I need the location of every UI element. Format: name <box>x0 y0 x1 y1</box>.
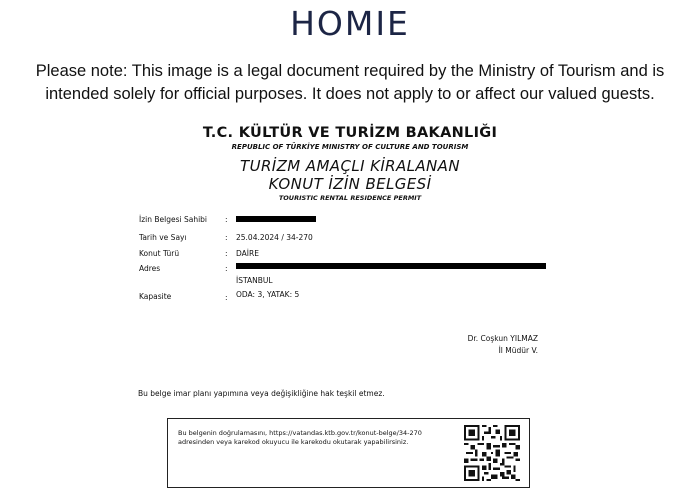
ministry-title: T.C. KÜLTÜR VE TURİZM BAKANLIĞI <box>202 125 498 141</box>
address-label: Adres <box>139 264 161 273</box>
type-label: Konut Türü <box>139 249 180 258</box>
permit-title <box>200 157 500 193</box>
zoning-statement: Bu belge imar planı yapımına veya değişikliğine hak teşkil etmez. <box>138 389 385 398</box>
type-value: DAİRE <box>236 249 259 258</box>
date-colon: : <box>225 233 228 242</box>
qr-code <box>464 425 520 481</box>
holder-redaction <box>236 216 316 222</box>
legal-notice: Please note: This image is a legal document required by the Ministry of Tourism and is intended solely for official purposes. It does not apply to or affect our valued guests. <box>35 62 665 103</box>
verification-text: Bu belgenin doğrulamasını, https://vatandas.ktb.gov.tr/konut-belge/34-270 adresinden veya karekod okuyucu ile karekodu okutarak yapabilirsiniz. <box>178 429 422 446</box>
signatory-name: Dr. Coşkun YILMAZ <box>467 334 538 343</box>
signatory-title: İl Müdür V. <box>498 346 538 355</box>
capacity-value: ODA: 3, YATAK: 5 <box>236 290 300 299</box>
type-colon: : <box>225 249 228 258</box>
capacity-colon: : <box>225 293 228 302</box>
brand-logo-text: HOMIE <box>290 4 410 43</box>
address-colon: : <box>225 264 228 273</box>
permit-title-en: TOURISTIC RENTAL RESIDENCE PERMIT <box>278 194 422 202</box>
date-value: 25.04.2024 / 34-270 <box>236 233 313 242</box>
holder-colon: : <box>225 215 228 224</box>
capacity-label: Kapasite <box>139 292 172 301</box>
permit-title-line2: KONUT İZİN BELGESİ <box>268 175 432 193</box>
ministry-title-en: REPUBLIC OF TÜRKİYE MINISTRY OF CULTURE AND TOURISM <box>231 143 469 151</box>
address-city: İSTANBUL <box>236 276 273 285</box>
permit-title-line1: TURİZM AMAÇLI KİRALANAN <box>240 157 460 175</box>
verification-box <box>167 418 530 488</box>
holder-label: İzin Belgesi Sahibi <box>139 215 208 224</box>
address-redaction <box>236 263 546 269</box>
date-label: Tarih ve Sayı <box>139 233 187 242</box>
